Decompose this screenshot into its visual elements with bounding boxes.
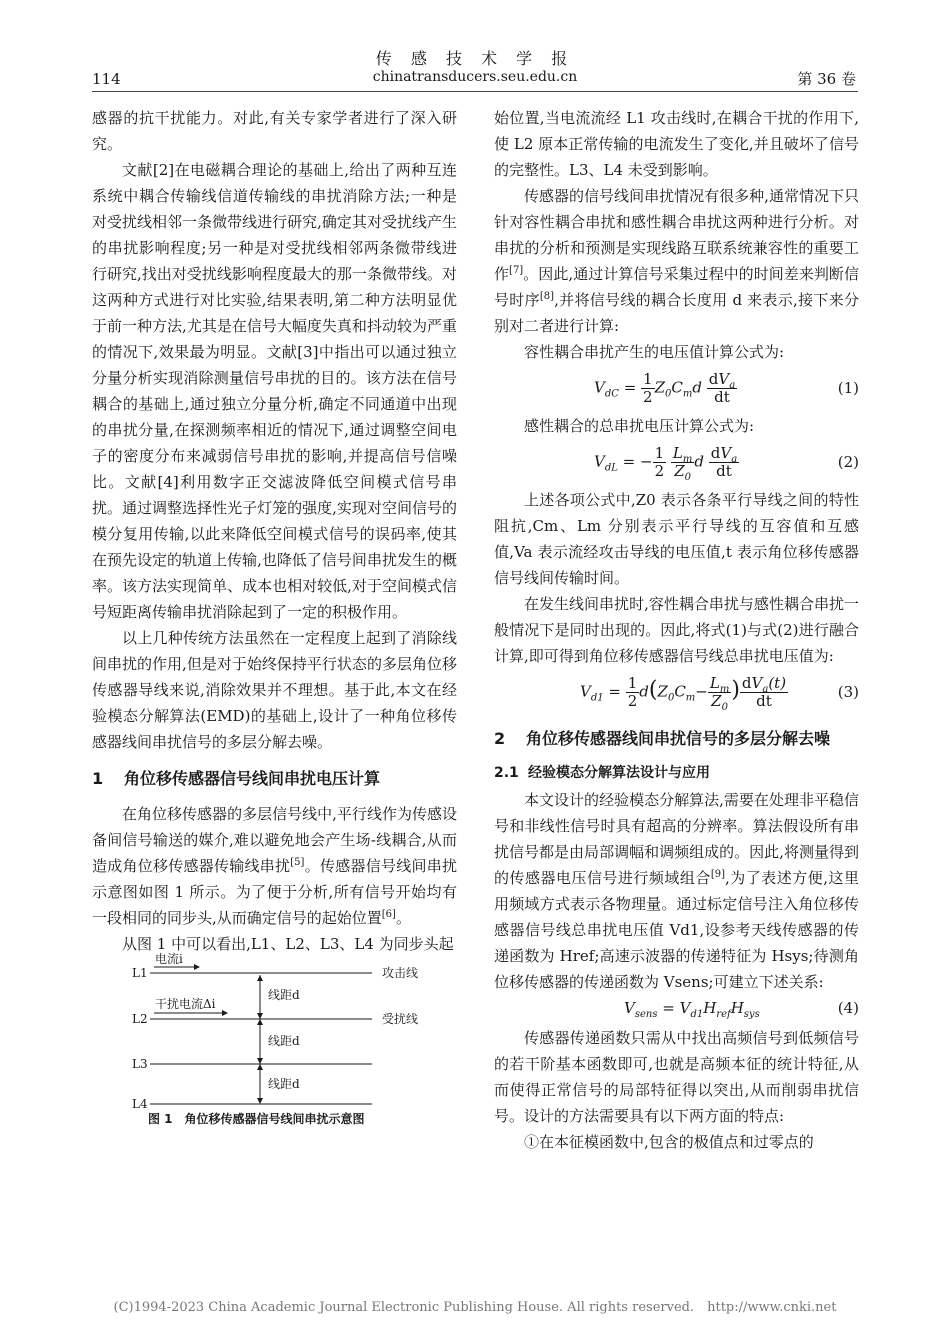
paragraph [494,183,859,339]
victim-line-label: 受扰线 [382,1012,419,1026]
section-number: 1 [92,769,104,788]
paragraph: 感器的抗干扰能力。对此,有关专家学者进行了深入研究。 [92,109,457,153]
citation[interactable]: [6] [381,909,396,920]
citation[interactable]: [9] [710,869,726,880]
text-run: ,并将信号线的耦合长度用 d 来表示,接下来分别对二者进行计算: [494,291,859,335]
attack-line-label: 攻击线 [382,966,419,980]
equation-number: (3) [837,683,859,701]
paragraph: 以上几种传统方法虽然在一定程度上起到了消除线间串扰的作用,但是对于始终保持平行状态的多层角位移传感器导线来说,消除效果并不理想。基于此,本文在经验模态分解算法(EMD)的基础上,设计了一种角位移传感器线间串扰信号的多层分解去噪。 [92,629,457,751]
spacing-label: 线距d [268,988,300,1002]
text-run: 。因此,通过计算信号采集过程中的时间差来判断信号时序 [494,265,859,309]
spacing-arrowhead [257,1019,263,1025]
volume-label: 第 36 卷 [797,70,856,88]
equation-2: $V_{dL}$ = − $\frac{1}{2}$ $\frac{L_m}{Z_0}$ d $\frac{dV_a}{dt}$ (2) [594,444,859,483]
subsection-2-1-heading [494,761,859,785]
subsection-title: 经验模态分解算法设计与应用 [528,765,710,781]
spacing-arrowhead [257,1058,263,1064]
text-run: ,为了表述方便,这里用频域方式表示各物理量。通过标定信号注入角位移传感器信号线总串扰电压值 Vd1,设参考天线传感器的传递函数为 Href;高速示波器的传递特征为 Hsys;待测角位移传感器的传递函数为 Vsens;可建立下述关系: [494,869,859,991]
section-number: 2 [494,729,506,748]
paragraph: 在发生线间串扰时,容性耦合串扰与感性耦合串扰一般情况下是同时出现的。因此,将式(1)与式(2)进行融合计算,即可得到角位移传感器信号线总串扰电压值为: [494,595,859,665]
journal-title: 传 感 技 术 学 报 [375,49,575,68]
equation-number: (4) [837,999,859,1017]
paragraph: 文献[2]在电磁耦合理论的基础上,给出了两种互连系统中耦合传输线信道传输线的串扰消除方法;一种是对受扰线相邻一条微带线进行研究,确定其对受扰线产生的串扰影响程度;另一种是对受扰线相邻两条微带线进行研究,找出对受扰线影响程度最大的那一条微带线。对这两种方式进行对比实验,结果表明,第二种方法明显优于前一种方法,尤其是在信号大幅度失真和抖动较为严重的情况下,效果最为明显。文献[3]中指出可以通过独立分量分析实现消除测量信号串扰的目的。该方法在信号耦合的基础上,通过独立分量分析,确定不同通道中出现的串扰分量,在探测频率相近的情况下,通过调整空间电子的密度分布来减弱信号串扰的影响,并提高信号信噪比。文献[4]利用数字正交滤波降低空间模式信号串扰。通过调整选择性光子灯笼的强度,实现对空间信号的模分复用传输,以此来降低空间模式信号的误码率,使其在预先设定的轨道上传输,也降低了信号间串扰发生的概率。该方法实现简单、成本也相对较低,对于空间模式信号短距离传输串扰消除起到了一定的积极作用。 [92,161,457,621]
equation-4: $V_{sens} = V_{d1}H_{ref}H_{sys}$ (4) [624,999,859,1020]
citation[interactable]: [7] [509,265,524,276]
section-title: 角位移传感器信号线间串扰电压计算 [124,769,381,788]
current-label: 电流i [155,952,183,966]
paragraph [494,787,859,995]
equation-3: $V_{d1}$ = $\frac{1}{2}$ $d(Z_0C_m-$ $\frac{L_m}{Z_0}$ ) $\frac{dV_a(t)}{dt}$ (3) [580,674,859,713]
spacing-arrowhead [257,1013,263,1019]
text-run: 。 [395,909,411,927]
paragraph: 传感器传递函数只需从中找出高频信号到低频信号的若干阶基本函数即可,也就是高频本征的统计特征,从而使得正常信号的局部特征得以突出,从而削弱串扰信号。设计的方法需要具有以下两方面的特点: [494,1029,859,1125]
section-2-heading [494,725,859,753]
line-label: L3 [132,1057,148,1071]
text-run: 传感器的信号线间串扰情况有很多种,通常情况下只针对容性耦合串扰和感性耦合串扰这两种进行分析。对串扰的分析和预测是实现线路互联系统兼容性的重要工作 [494,187,859,283]
figure-caption: 图 1 角位移传感器信号线间串扰示意图 [148,1112,365,1126]
section-1-heading [92,765,457,793]
spacing-label: 线距d [268,1034,300,1048]
line-label: L1 [132,966,148,980]
spacing-arrowhead [257,1064,263,1070]
copyright-footer: (C)1994-2023 China Academic Journal Electronic Publishing House. All rights reserved. http://www.cnki.net [113,1300,837,1315]
equation-1: $V_{dC}$ = $\frac{1}{2}$ $Z_0C_md$ $\frac{dV_a}{dt}$ (1) [594,370,859,406]
paragraph: 感性耦合的总串扰电压计算公式为: [524,417,755,435]
paragraph: 始位置,当电流流经 L1 攻击线时,在耦合干扰的作用下,使 L2 原本正常传输的电流发生了变化,并且破坏了信号的完整性。L3、L4 未受到影响。 [494,109,859,179]
equation-number: (1) [837,379,859,397]
right-column [494,105,859,1155]
text-run: 本文设计的经验模态分解算法,需要在处理非平稳信号和非线性信号时具有超高的分辨率。算法假设所有串扰信号都是由局部调幅和调频组成的。因此,将测量得到的传感器电压信号进行频域组合 [494,791,859,887]
text-run: 在角位移传感器的多层信号线中,平行线作为传感设备间信号输送的媒介,难以避免地会产生场-线耦合,从而造成角位移传感器传输线串扰 [92,805,457,875]
spacing-arrowhead [257,1098,263,1104]
citation[interactable]: [5] [290,857,305,868]
interference-arrowhead [222,1010,228,1016]
paragraph: 上述各项公式中,Z0 表示各条平行导线之间的特性阻抗,Cm、Lm 分别表示平行导线的互容值和互感值,Va 表示流经攻击导线的电压值,t 表示角位移传感器信号线间传输时间。 [494,491,859,587]
citation[interactable]: [8] [539,291,555,302]
left-column [92,105,457,1131]
journal-url[interactable]: chinatransducers.seu.edu.cn [372,69,578,85]
crosstalk-diagram [92,952,457,1111]
current-arrowhead [194,964,200,970]
figure-1 [92,952,457,1131]
equation-number: (2) [837,453,859,471]
text-run: 。传感器信号线间串扰示意图如图 1 所示。为了便于分析,所有信号开始均有一段相同的同步头,从而确定信号的起始位置 [92,857,457,927]
line-label: L2 [132,1012,148,1026]
paragraph: 从图 1 中可以看出,L1、L2、L3、L4 为同步头起 [122,935,454,953]
line-label: L4 [132,1097,148,1111]
paragraph [92,801,457,931]
spacing-label: 线距d [268,1077,300,1091]
paragraph: 容性耦合串扰产生的电压值计算公式为: [524,343,785,361]
paragraph: ①在本征模函数中,包含的极值点和过零点的 [524,1133,814,1151]
page-number: 114 [92,70,121,88]
spacing-arrowhead [257,975,263,981]
header-rule [92,91,858,92]
interference-label: 干扰电流Δi [155,997,216,1011]
section-title: 角位移传感器线间串扰信号的多层分解去噪 [526,729,831,748]
subsection-number: 2.1 [494,765,519,781]
